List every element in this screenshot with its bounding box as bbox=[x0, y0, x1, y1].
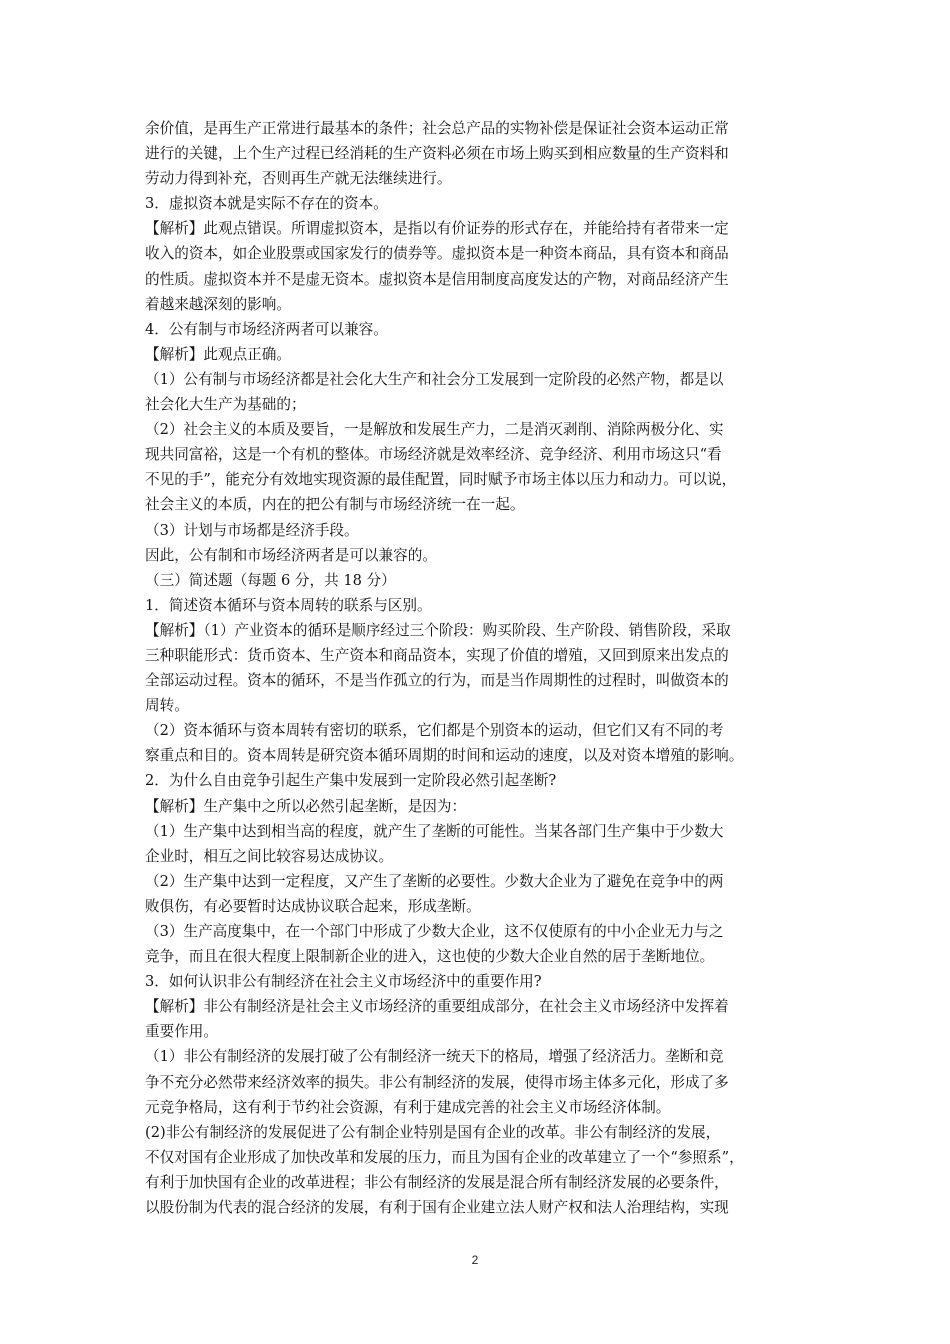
text-line: （3）计划与市场都是经济手段。 bbox=[145, 521, 359, 539]
text-line: 不仅对国有企业形成了加快改革和发展的压力，而且为国有企业的改革建立了一个“参照系”， bbox=[145, 1148, 744, 1166]
text-line: 收入的资本，如企业股票或国家发行的债券等。虚拟资本是一种资本商品，具有资本和商品 bbox=[145, 245, 729, 263]
text-line: 察重点和目的。资本周转是研究资本循环周期的时间和运动的速度，以及对资本增殖的影响。 bbox=[145, 747, 744, 765]
text-line: 4．公有制与市场经济两者可以兼容。 bbox=[145, 320, 388, 338]
text-line: 【解析】生产集中之所以必然引起垄断，是因为： bbox=[145, 797, 467, 815]
text-line: 竞争，而且在很大程度上限制新企业的进入，这也使的少数大企业自然的居于垄断地位。 bbox=[145, 948, 715, 966]
text-line: 企业时，相互之间比较容易达成协议。 bbox=[145, 847, 394, 865]
text-line: 全部运动过程。资本的循环，不是当作孤立的行为，而是当作周期性的过程时，叫做资本的 bbox=[145, 672, 729, 690]
text-line: 着越来越深刻的影响。 bbox=[145, 295, 291, 313]
text-line: (2)非公有制经济的发展促进了公有制企业特别是国有企业的改革。非公有制经济的发展， bbox=[145, 1123, 721, 1141]
text-line: （2）社会主义的本质及要旨，一是解放和发展生产力，二是消灭剥削、消除两极分化、实 bbox=[145, 421, 724, 439]
text-line: （1）生产集中达到相当高的程度，就产生了垄断的可能性。当某各部门生产集中于少数大 bbox=[145, 822, 724, 840]
text-line: 不见的手”，能充分有效地实现资源的最佳配置，同时赋予市场主体以压力和动力。可以说， bbox=[145, 471, 737, 489]
document-body bbox=[145, 116, 811, 1220]
text-line: 以股份制为代表的混合经济的发展，有利于国有企业建立法人财产权和法人治理结构，实现 bbox=[145, 1199, 729, 1217]
text-line: 社会化大生产为基础的； bbox=[145, 396, 306, 414]
text-line: 1．简述资本循环与资本周转的联系与区别。 bbox=[145, 596, 432, 614]
text-line: 【解析】非公有制经济是社会主义市场经济的重要组成部分，在社会主义市场经济中发挥着 bbox=[145, 998, 729, 1016]
text-line: 周转。 bbox=[145, 697, 189, 715]
text-line: 3．虚拟资本就是实际不存在的资本。 bbox=[145, 195, 388, 213]
text-line: 因此，公有制和市场经济两者是可以兼容的。 bbox=[145, 546, 437, 564]
text-line: 争不充分必然带来经济效率的损失。非公有制经济的发展，使得市场主体多元化，形成了多 bbox=[145, 1073, 729, 1091]
text-line: 现共同富裕，这是一个有机的整体。市场经济就是效率经济、竞争经济、利用市场这只“看 bbox=[145, 446, 722, 464]
text-line: 的性质。虚拟资本并不是虚无资本。虚拟资本是信用制度高度发达的产物，对商品经济产生 bbox=[145, 270, 729, 288]
text-line: 三种职能形式：货币资本、生产资本和商品资本，实现了价值的增殖，又回到原来出发点的 bbox=[145, 646, 729, 664]
text-line: 劳动力得到补充，否则再生产就无法继续进行。 bbox=[145, 170, 452, 188]
text-line: （1）公有制与市场经济都是社会化大生产和社会分工发展到一定阶段的必然产物，都是以 bbox=[145, 370, 724, 388]
text-line: 2．为什么自由竞争引起生产集中发展到一定阶段必然引起垄断? bbox=[145, 772, 557, 790]
text-line: （3）生产高度集中，在一个部门中形成了少数大企业，这不仅使原有的中小企业无力与之 bbox=[145, 923, 724, 940]
text-line: 【解析】此观点错误。所谓虚拟资本，是指以有价证券的形式存在，并能给持有者带来一定 bbox=[145, 220, 729, 238]
text-line: 败俱伤，有必要暂时达成协议联合起来，形成垄断。 bbox=[145, 897, 481, 915]
text-line: 社会主义的本质，内在的把公有制与市场经济统一在一起。 bbox=[145, 496, 525, 514]
text-line: （三）简述题（每题 6 分，共 18 分） bbox=[145, 571, 396, 589]
text-line: 元竞争格局，这有利于节约社会资源，有利于建成完善的社会主义市场经济体制。 bbox=[145, 1098, 671, 1116]
text-line: 重要作用。 bbox=[145, 1023, 218, 1041]
text-line: 【解析】此观点正确。 bbox=[145, 345, 291, 363]
text-line: 3．如何认识非公有制经济在社会主义市场经济中的重要作用? bbox=[145, 973, 542, 991]
text-line: 余价值，是再生产正常进行最基本的条件；社会总产品的实物补偿是保证社会资本运动正常 bbox=[145, 120, 729, 137]
text-line: （1）非公有制经济的发展打破了公有制经济一统天下的格局，增强了经济活力。垄断和竞 bbox=[145, 1048, 724, 1066]
text-line: （2）生产集中达到一定程度，又产生了垄断的必要性。少数大企业为了避免在竞争中的两 bbox=[145, 872, 724, 890]
text-line: 【解析】（1）产业资本的循环是顺序经过三个阶段：购买阶段、生产阶段、销售阶段，采取 bbox=[145, 621, 731, 639]
page-number: 2 bbox=[471, 1253, 479, 1267]
text-line: 进行的关键，上个生产过程已经消耗的生产资料必须在市场上购买到相应数量的生产资料和 bbox=[145, 145, 729, 163]
text-line: （2）资本循环与资本周转有密切的联系，它们都是个别资本的运动，但它们又有不同的考 bbox=[145, 722, 724, 740]
text-line: 有利于加快国有企业的改革进程；非公有制经济的发展是混合所有制经济发展的必要条件， bbox=[145, 1173, 729, 1191]
